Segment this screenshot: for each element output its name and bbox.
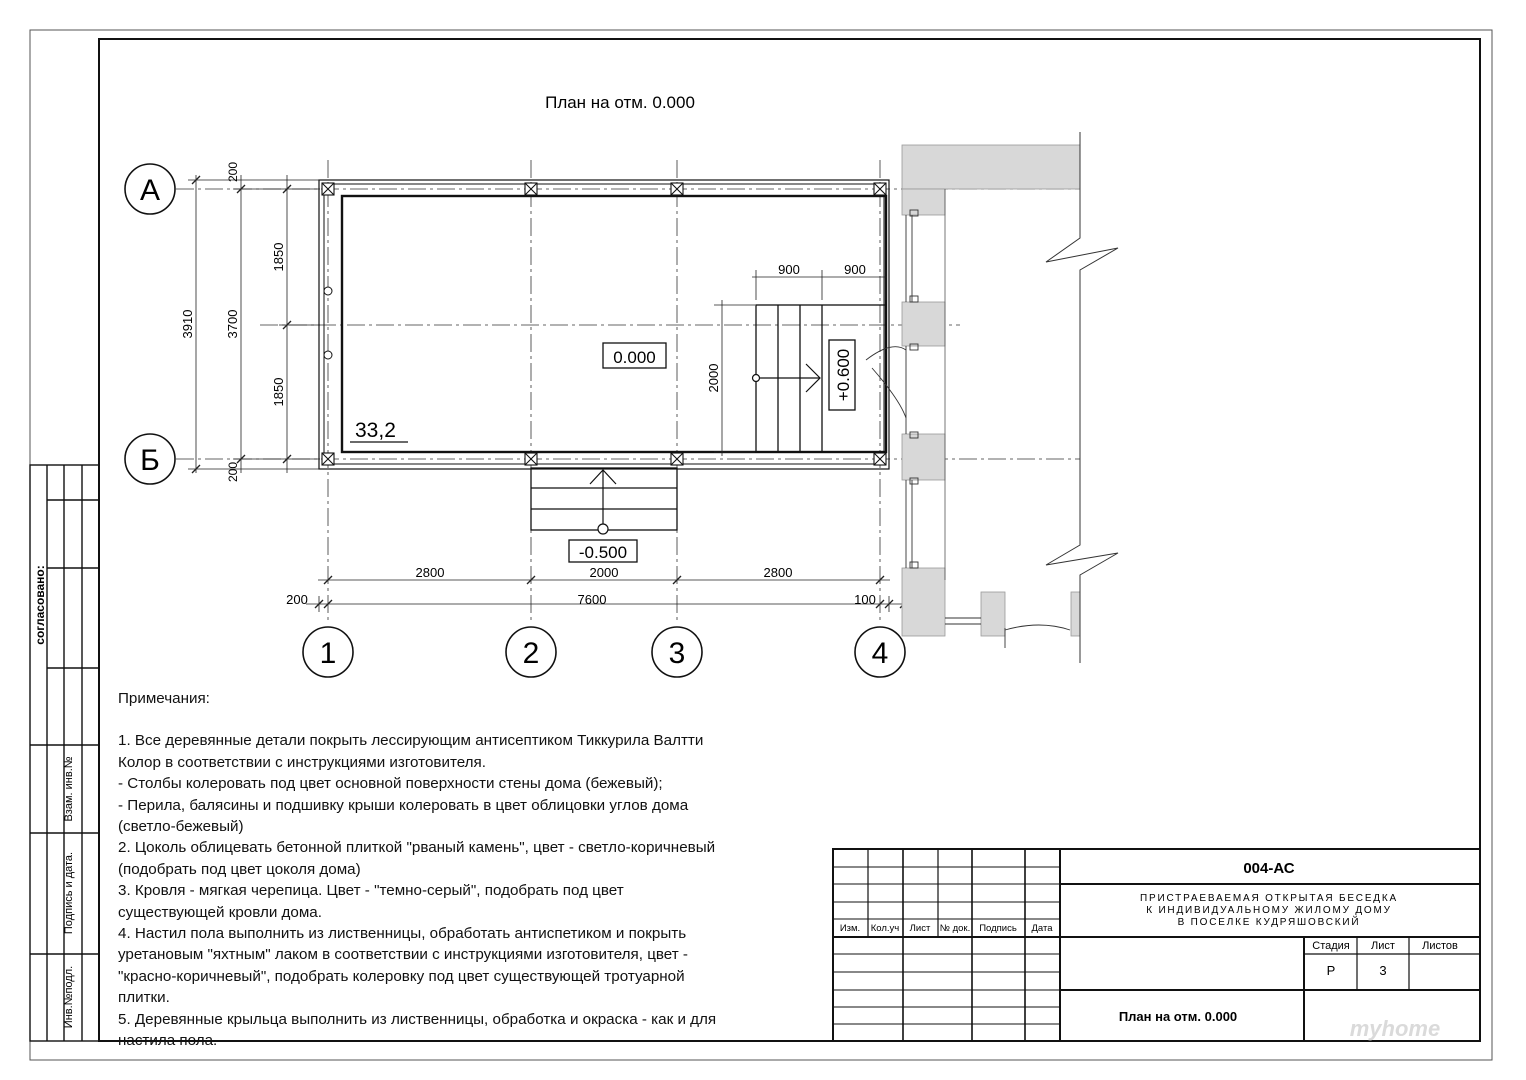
dim-bottom-a: 2800 [415, 565, 445, 580]
axis-bubble-a [125, 164, 175, 214]
axis-bubble-b [125, 434, 175, 484]
axis-bubble-4 [855, 627, 905, 677]
dim-stair-w1: 900 [778, 262, 800, 277]
dim-left-top: 1850 [271, 242, 286, 272]
dim-left-bottom: 1850 [271, 377, 286, 407]
house-wall [866, 132, 1118, 663]
tb-col-sign: Подпись [979, 923, 1017, 934]
dim-bottom-b: 2000 [589, 565, 619, 580]
stair-start-mark [753, 375, 760, 382]
svg-text:1: 1 [319, 637, 337, 670]
dim-bottom-left: 200 [286, 592, 308, 607]
notes-line: 3. Кровля - мягкая черепица. Цвет - "темно-серый", подобрать под цвет [118, 882, 624, 900]
notes-line: (подобрать под цвет цоколя дома) [118, 860, 361, 878]
pavilion-outline [319, 180, 889, 469]
notes-line: 5. Деревянные крыльца выполнить из лиственницы, обработка и окраска - как и для [118, 1010, 717, 1028]
tb-col-date: Дата [1031, 923, 1053, 934]
watermark: myhome [1349, 1016, 1441, 1041]
dim-left-edge-bottom: 200 [226, 461, 240, 483]
tb-col-list: Лист [909, 923, 931, 934]
dim-stair-w2: 900 [844, 262, 866, 277]
tb-sheet-value: 3 [1379, 963, 1387, 978]
post [671, 453, 683, 465]
tb-sheet-title: План на отм. 0.000 [1118, 1009, 1238, 1024]
side-stamp-cell-1: Взам. инв.№ [63, 756, 75, 822]
svg-text:3: 3 [668, 637, 686, 670]
notes-line: - Столбы колеровать под цвет основной поверхности стены дома (бежевый); [118, 775, 663, 793]
tb-sheets-header: Листов [1422, 940, 1458, 952]
notes-line: существующей кровли дома. [118, 903, 322, 921]
post [525, 453, 537, 465]
side-stamp-cell-2: Подпись и дата. [63, 851, 75, 935]
stair-level-mark [829, 340, 855, 410]
notes-line: 1. Все деревянные детали покрыть лессирующим антисептиком Тиккурила Валтти [118, 732, 704, 750]
axis-bubble-1 [303, 627, 353, 677]
dim-left-mid: 3700 [225, 309, 240, 339]
side-stamp-agreed: согласовано: [33, 565, 47, 645]
dim-bottom-total: 7600 [577, 592, 607, 607]
axis-bubble-3 [652, 627, 702, 677]
post [322, 183, 334, 195]
tb-project-line-1: ПРИСТРАЕВАЕМАЯ ОТКРЫТАЯ БЕСЕДКА [1140, 893, 1398, 904]
notes-line: 4. Настил пола выполнить из лиственницы, обработать антиспетиком и покрыть [118, 925, 687, 943]
notes-heading: Примечания: [118, 690, 210, 707]
tb-stage-value: Р [1326, 963, 1336, 978]
floor-level-mark [603, 343, 666, 368]
left-dimension-lines [188, 175, 320, 473]
tb-sheet-header: Лист [1371, 940, 1395, 952]
rail-circle [324, 351, 332, 359]
notes-line: Колор в соответствии с инструкциями изготовителя. [118, 753, 486, 771]
notes-line: настила пола. [118, 1032, 218, 1050]
post [671, 183, 683, 195]
notes-line: плитки. [118, 989, 170, 1007]
notes-line: (светло-бежевый) [118, 818, 244, 836]
svg-text:+0.600: +0.600 [834, 348, 853, 402]
axis-bubble-2 [506, 627, 556, 677]
notes-line: уретановым "яхтным" лаком в соответствии с инструкциями изготовителя, цвет - [118, 946, 688, 964]
room-area: 33,2 [355, 419, 396, 442]
dim-bottom-c: 2800 [763, 565, 793, 580]
bottom-dim-ticks [315, 576, 908, 608]
post [525, 183, 537, 195]
bottom-dimension-lines [306, 580, 912, 612]
svg-text:2: 2 [522, 637, 540, 670]
tb-col-kolуch: Кол.уч [870, 923, 900, 934]
tb-project-line-3: В ПОСЕЛКЕ КУДРЯШОВСКИЙ [1177, 917, 1361, 928]
side-stamp [30, 465, 99, 1041]
tb-code: 004-АС [1243, 860, 1295, 877]
porch-steps [531, 468, 677, 530]
post [874, 453, 886, 465]
svg-text:А: А [139, 174, 161, 207]
posts [322, 183, 886, 465]
porch-level-mark [569, 540, 637, 562]
left-dim-ticks [192, 176, 291, 473]
svg-text:4: 4 [871, 637, 889, 670]
tb-stage-header: Стадия [1312, 940, 1350, 952]
porch-start-mark [598, 524, 608, 534]
tb-col-doc: № док. [939, 923, 971, 934]
svg-text:-0.500: -0.500 [578, 543, 628, 562]
notes [118, 688, 838, 1052]
dim-bottom-right: 100 [854, 592, 876, 607]
side-stamp-cell-3: Инв.№подл. [63, 965, 75, 1029]
rail-circle [324, 287, 332, 295]
tb-col-izm: Изм. [839, 923, 861, 934]
dim-left-edge-top: 200 [226, 161, 240, 183]
notes-line: "красно-коричневый", подобрать колеровку под цвет существующей тротуарной [118, 967, 685, 985]
notes-line: 2. Цоколь облицевать бетонной плиткой "рваный камень", цвет - светло-коричневый [118, 839, 716, 857]
notes-line: - Перила, балясины и подшивку крыши колеровать в цвет облицовки углов дома [118, 796, 689, 814]
drawing-title: План на отм. 0.000 [545, 93, 695, 112]
tb-project-line-2: К ИНДИВИДУАЛЬНОМУ ЖИЛОМУ ДОМУ [1146, 905, 1392, 916]
svg-text:Б: Б [140, 444, 160, 477]
post [322, 453, 334, 465]
post [874, 183, 886, 195]
svg-text:0.000: 0.000 [613, 348, 656, 367]
dim-stair-len: 2000 [706, 363, 721, 393]
dim-left-total: 3910 [180, 309, 195, 339]
